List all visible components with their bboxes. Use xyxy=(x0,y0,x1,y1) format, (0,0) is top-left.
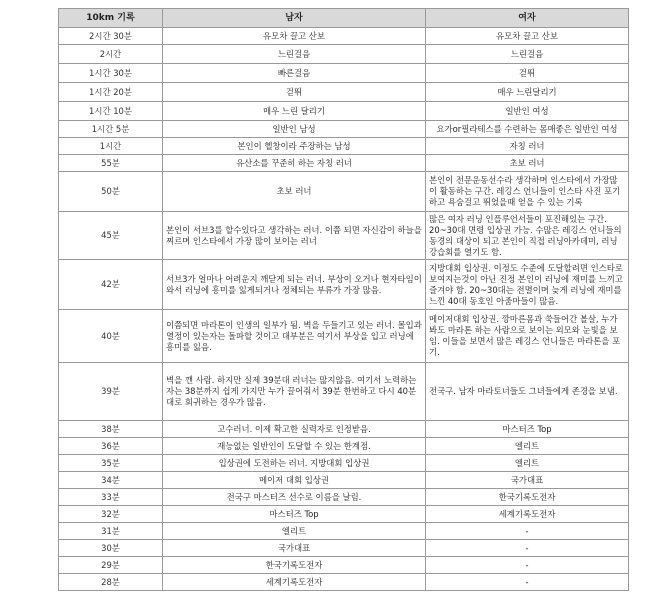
female-cell: 자칭 러너 xyxy=(426,138,629,155)
table-row xyxy=(59,102,629,121)
female-cell: - xyxy=(426,574,629,591)
female-cell: - xyxy=(426,557,629,574)
time-cell: 1시간 20분 xyxy=(59,83,163,102)
time-cell: 29분 xyxy=(59,557,163,574)
time-cell: 1시간 5분 xyxy=(59,121,163,138)
male-cell: 초보 러너 xyxy=(163,172,426,212)
time-cell: 40분 xyxy=(59,310,163,363)
time-cell: 1시간 30분 xyxy=(59,64,163,83)
time-cell: 45분 xyxy=(59,212,163,260)
male-cell: 마스터즈 Top xyxy=(163,506,426,523)
time-cell: 50분 xyxy=(59,172,163,212)
male-cell: 걷뛰 xyxy=(163,83,426,102)
table-row xyxy=(59,310,629,363)
female-cell: 초보 러너 xyxy=(426,155,629,172)
female-cell: 세계기록도전자 xyxy=(426,506,629,523)
female-cell: 엘리트 xyxy=(426,455,629,472)
table-row xyxy=(59,506,629,523)
male-cell: 재능없는 일반인이 도달할 수 있는 한계점. xyxy=(163,438,426,455)
female-cell: 걷뛰 xyxy=(426,64,629,83)
female-cell: 유모차 끌고 산보 xyxy=(426,28,629,45)
time-cell: 35분 xyxy=(59,455,163,472)
male-cell: 전국구 마스터즈 선수로 이름을 날림. xyxy=(163,489,426,506)
male-cell: 메이저 대회 입상권 xyxy=(163,472,426,489)
table-row xyxy=(59,523,629,540)
female-cell: 매우 느린달리기 xyxy=(426,83,629,102)
female-cell: 전국구. 남자 마라토너들도 그녀들에게 존경을 보냄. xyxy=(426,363,629,421)
male-cell: 이쯤되면 마라톤이 인생의 일부가 됨. 벽을 두들기고 있는 러너. 몰입과 열정이 있는자는 돌파할 것이고 대부분은 여기서 부상을 입고 러닝에 흥미를 잃음. xyxy=(163,310,426,363)
female-cell: 마스터즈 Top xyxy=(426,421,629,438)
table-row xyxy=(59,455,629,472)
male-cell: 고수러너. 이제 확고한 실력자로 인정받음. xyxy=(163,421,426,438)
male-cell: 벽을 깬 사람. 하지만 실제 39분대 러너는 많지않음. 여기서 노력하는자는 38분까지 쉽게 가지만 누가 끌어줘서 39분 한번하고 다시 40분대로 회귀하는 경우가 많음. xyxy=(163,363,426,421)
time-cell: 1시간 xyxy=(59,138,163,155)
time-cell: 30분 xyxy=(59,540,163,557)
table-row xyxy=(59,363,629,421)
table-header-row xyxy=(59,9,629,28)
table-row xyxy=(59,64,629,83)
male-cell: 본인이 헬창이라 주장하는 남성 xyxy=(163,138,426,155)
male-cell: 매우 느린 달리기 xyxy=(163,102,426,121)
table-row xyxy=(59,260,629,310)
table-row xyxy=(59,83,629,102)
female-cell: 국가대표 xyxy=(426,472,629,489)
female-cell: 일반인 여성 xyxy=(426,102,629,121)
time-cell: 39분 xyxy=(59,363,163,421)
time-cell: 33분 xyxy=(59,489,163,506)
time-cell: 31분 xyxy=(59,523,163,540)
table-row xyxy=(59,138,629,155)
table-row xyxy=(59,28,629,45)
male-cell: 엘리트 xyxy=(163,523,426,540)
female-cell: 본인이 전문운동선수라 생각하며 인스타에서 가장많이 활동하는 구간. 레깅스 언니들이 인스타 사진 포기하고 욕숨걸고 뛰었을때 얻을 수 있는 기록 xyxy=(426,172,629,212)
male-cell: 일반인 남성 xyxy=(163,121,426,138)
table-row xyxy=(59,121,629,138)
table-row xyxy=(59,45,629,64)
male-cell: 입상권에 도전하는 러너. 지방대회 입상권 xyxy=(163,455,426,472)
table-row xyxy=(59,489,629,506)
header-male: 남자 xyxy=(163,9,426,28)
time-cell: 32분 xyxy=(59,506,163,523)
male-cell: 유모차 끌고 산보 xyxy=(163,28,426,45)
female-cell: 메이저대회 입상권. 깡마른몸과 쑥들어간 볼살, 누가봐도 마라톤 하는 사람으로 보이는 외모와 눈빛을 보임. 이들을 보면서 많은 레깅스 언니들은 마라톤을 포기. xyxy=(426,310,629,363)
male-cell: 서브3가 얼마나 어려운지 깨닫게 되는 러너. 부상이 오거나 현자타임이 와서 러닝에 흥미를 잃게되거나 정체되는 부류가 가장 많음. xyxy=(163,260,426,310)
table-row xyxy=(59,155,629,172)
time-cell: 55분 xyxy=(59,155,163,172)
table-row xyxy=(59,438,629,455)
male-cell: 느린걸음 xyxy=(163,45,426,64)
table-row xyxy=(59,557,629,574)
record-table xyxy=(58,8,629,591)
time-cell: 2시간 xyxy=(59,45,163,64)
time-cell: 42분 xyxy=(59,260,163,310)
male-cell: 빠른걸음 xyxy=(163,64,426,83)
time-cell: 36분 xyxy=(59,438,163,455)
male-cell: 국가대표 xyxy=(163,540,426,557)
female-cell: - xyxy=(426,523,629,540)
time-cell: 34분 xyxy=(59,472,163,489)
male-cell: 본인이 서브3를 할수있다고 생각하는 러너. 이쯤 되면 자신감이 하늘을 찌르며 인스타에서 가장 많이 보이는 러너 xyxy=(163,212,426,260)
male-cell: 유산소를 꾸준히 하는 자칭 러너 xyxy=(163,155,426,172)
table-row xyxy=(59,472,629,489)
record-table-sheet xyxy=(58,8,628,591)
female-cell: 한국기록도전자 xyxy=(426,489,629,506)
time-cell: 28분 xyxy=(59,574,163,591)
time-cell: 2시간 30분 xyxy=(59,28,163,45)
time-cell: 1시간 10분 xyxy=(59,102,163,121)
female-cell: 엘리트 xyxy=(426,438,629,455)
header-female: 여자 xyxy=(426,9,629,28)
female-cell: - xyxy=(426,540,629,557)
female-cell: 많은 여자 러닝 인플루언서들이 포진해있는 구간. 20~30대 면령 입상권 가능. 수많은 레깅스 언니들의 동경의 대상이 되고 본인이 직접 러닝아카데미, 러닝 강습회를 열기도 함. xyxy=(426,212,629,260)
male-cell: 세계기록도전자 xyxy=(163,574,426,591)
female-cell: 요가or필라테스를 수련하는 몸매좋은 일반인 여성 xyxy=(426,121,629,138)
table-row xyxy=(59,574,629,591)
table-row xyxy=(59,212,629,260)
header-time: 10km 기록 xyxy=(59,9,163,28)
table-row xyxy=(59,172,629,212)
table-row xyxy=(59,540,629,557)
male-cell: 한국기록도전자 xyxy=(163,557,426,574)
table-row xyxy=(59,421,629,438)
female-cell: 느린걸음 xyxy=(426,45,629,64)
female-cell: 지방대회 입상권. 이정도 수준에 도달할려면 인스타로 보여지는것이 아닌 진정 본인이 러닝에 재미를 느끼고 즐겨야 함. 20~30대는 전멸이며 늦게 러닝에 재미를 느낀 40대 동호인 아줌마들이 많음. xyxy=(426,260,629,310)
time-cell: 38분 xyxy=(59,421,163,438)
